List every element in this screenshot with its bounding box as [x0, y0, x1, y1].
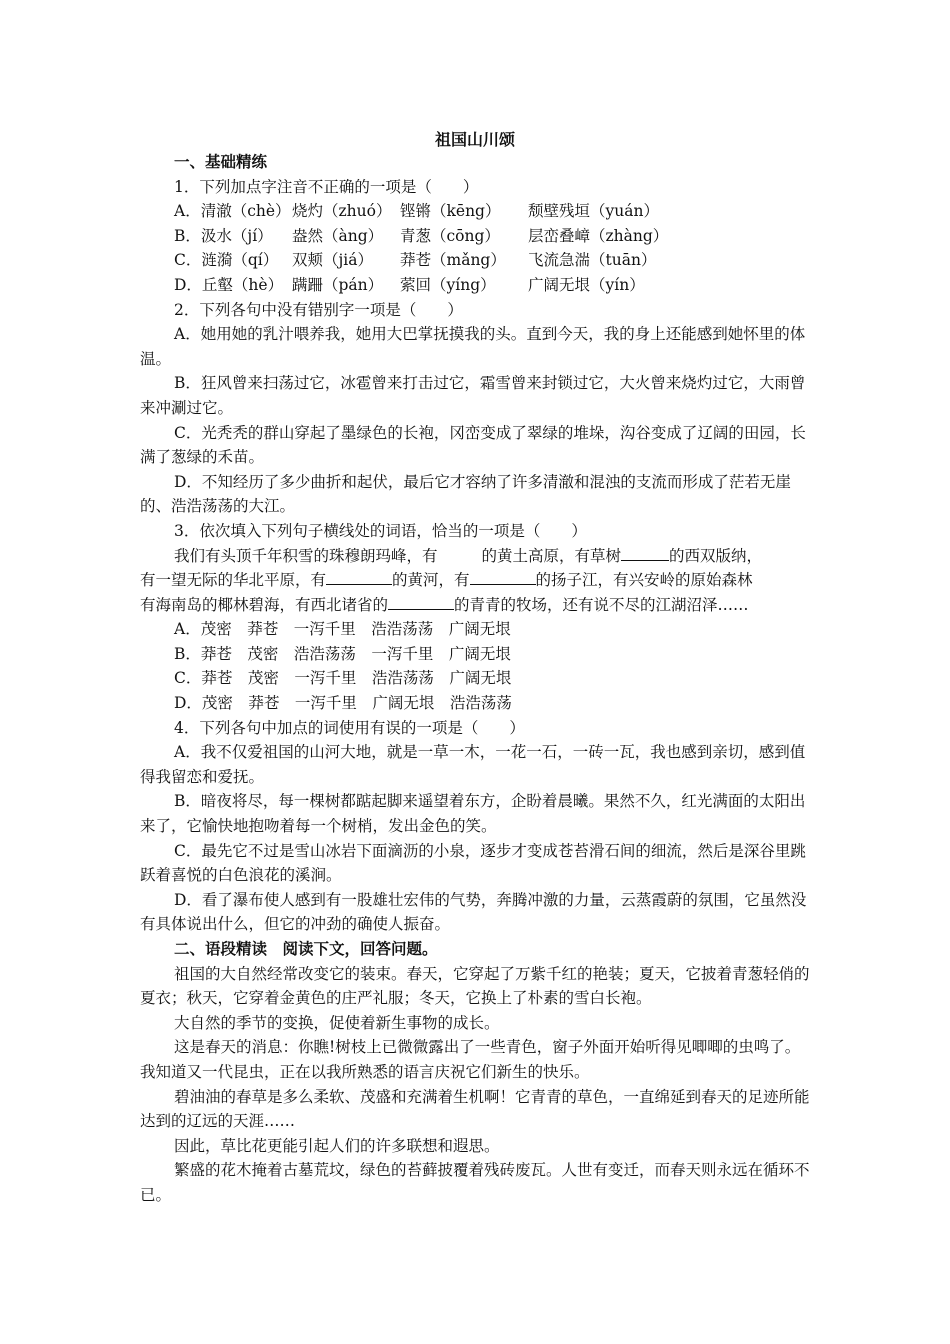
- question-2-stem: 2．下列各句中没有错别字一项是（ ）: [174, 300, 463, 319]
- question-1-option-a: [140, 199, 812, 224]
- question-2-option-a: A．她用她的乳汁喂养我，她用大巴掌抚摸我的头。直到今天，我的身上还能感到她怀里的体温。: [140, 325, 806, 368]
- fill-blank: [621, 544, 669, 561]
- option-item: 盎然（àng）: [292, 226, 384, 245]
- fill-blank: [470, 568, 536, 585]
- fill-blank: [438, 545, 482, 561]
- passage-paragraph: 碧油油的春草是多么柔软、茂盛和充满着生机啊！它青青的草色，一直绵延到春天的足迹所能达到的辽远的天涯……: [140, 1087, 810, 1131]
- option-item: 广阔无垠（yín）: [528, 275, 645, 294]
- option-item: 莽苍（mǎng）: [400, 251, 506, 270]
- question-3-passage: [140, 544, 812, 618]
- option-item: D．丘壑（hè）: [174, 275, 284, 294]
- question-3-option-d: D．茂密 莽苍 一泻千里 广阔无垠 浩浩荡荡: [174, 694, 512, 713]
- fill-blank: [388, 593, 454, 610]
- question-1-stem: 1．下列加点字注音不正确的一项是（ ）: [174, 177, 479, 196]
- question-3-stem: 3．依次填入下列句子横线处的词语，恰当的一项是（ ）: [174, 521, 587, 540]
- passage-paragraph: 大自然的季节的变换，促使着新生事物的成长。: [174, 1013, 500, 1032]
- question-3-option-c: C．莽苍 茂密 一泻千里 浩浩荡荡 广阔无垠: [174, 669, 512, 688]
- option-item: C．涟漪（qí）: [174, 251, 279, 270]
- section-heading-basic: 一、基础精练: [174, 153, 268, 171]
- option-item: 飞流急湍（tuān）: [528, 251, 657, 270]
- question-2-option-b: B．狂风曾来扫荡过它，冰雹曾来打击过它，霜雪曾来封锁过它，大火曾来烧灼过它，大雨曾来冲涮过它。: [140, 374, 806, 417]
- question-4-stem: 4．下列各句中加点的词使用有误的一项是（ ）: [174, 718, 525, 737]
- passage-text: 的西双版纳，: [669, 546, 763, 565]
- section-heading-reading: 二、语段精读 阅读下文，回答问题。: [174, 940, 438, 958]
- passage-paragraph: 因此，草比花更能引起人们的许多联想和遐思。: [174, 1136, 500, 1155]
- passage-paragraph: 这是春天的消息：你瞧!树枝上已微微露出了一些青色，窗子外面开始听得见唧唧的虫鸣了。我知道又一代昆虫，正在以我所熟悉的语言庆祝它们新生的快乐。: [140, 1038, 801, 1081]
- question-4-option-d: D．看了瀑布使人感到有一股雄壮宏伟的气势，奔腾冲激的力量，云蒸霞蔚的氛围，它虽然没有具体说出什么，但它的冲劲的确使人振奋。: [140, 890, 807, 934]
- passage-text: 的黄土高原，有草树: [481, 546, 622, 565]
- question-4-option-b: B．暗夜将尽，每一棵树都踮起脚来遥望着东方，企盼着晨曦。果然不久，红光满面的太阳出来了，它愉快地抱吻着每一个树梢，发出金色的笑。: [140, 792, 806, 836]
- fill-blank: [326, 568, 392, 585]
- page-title: 祖国山川颂: [434, 130, 515, 149]
- option-item: 颓壁残垣（yuán）: [528, 202, 659, 221]
- passage-text: 的青青的牧场，还有说不尽的江湖沼泽……: [454, 595, 749, 614]
- option-item: 层峦叠嶂（zhàng）: [528, 226, 669, 245]
- question-4-option-a: A．我不仅爱祖国的山河大地，就是一草一木，一花一石，一砖一瓦，我也感到亲切，感到值得我留恋和爱抚。: [140, 743, 806, 786]
- passage-paragraph: 祖国的大自然经常改变它的装束。春天，它穿起了万紫千红的艳装；夏天，它披着青葱轻俏的夏衣；秋天，它穿着金黄色的庄严礼服；冬天，它换上了朴素的雪白长袍。: [140, 964, 810, 1008]
- passage-text: 有海南岛的椰林碧海，有西北诸省的: [140, 595, 389, 614]
- question-1-option-b: [140, 224, 812, 249]
- option-item: 双颊（jiá）: [292, 251, 374, 270]
- passage-text: 的黄河，有: [392, 571, 470, 590]
- option-item: B．汲水（jí）: [174, 226, 273, 245]
- question-2-option-d: D．不知经历了多少曲折和起伏，最后它才容纳了许多清澈和混浊的支流而形成了茫若无崖的、浩浩荡荡的大江。: [140, 472, 791, 516]
- option-item: 萦回（yíng）: [400, 275, 496, 294]
- option-item: 铿锵（kēng）: [400, 202, 501, 221]
- option-item: 烧灼（zhuó）: [292, 202, 392, 221]
- option-item: 蹒跚（pán）: [292, 275, 384, 294]
- question-3-option-b: B．莽苍 茂密 浩浩荡荡 一泻千里 广阔无垠: [174, 644, 511, 663]
- option-item: 青葱（cōng）: [400, 226, 500, 245]
- question-2-option-c: C．光秃秃的群山穿起了墨绿色的长袍，冈峦变成了翠绿的堆垛，沟谷变成了辽阔的田园，长满了葱绿的禾苗。: [140, 423, 806, 467]
- document-body: [140, 150, 812, 1208]
- option-item: A．清澈（chè）: [174, 202, 291, 221]
- question-1-option-d: [140, 273, 812, 298]
- passage-text: 我们有头顶千年积雪的珠穆朗玛峰，有: [174, 546, 438, 565]
- question-4-option-c: C．最先它不过是雪山冰岩下面滴沥的小泉，逐步才变成苍苔滑石间的细流，然后是深谷里跳跃着喜悦的白色浪花的溪涧。: [140, 841, 806, 885]
- passage-text: 有一望无际的华北平原，有: [140, 571, 327, 590]
- passage-text: 的扬子江，有兴安岭的原始森林: [535, 571, 753, 590]
- question-3-option-a: A．茂密 莽苍 一泻千里 浩浩荡荡 广阔无垠: [174, 620, 511, 639]
- passage-paragraph: 繁盛的花木掩着古墓荒坟，绿色的苔藓披覆着残砖废瓦。人世有变迁，而春天则永远在循环不已。: [140, 1161, 810, 1204]
- question-1-option-c: [140, 248, 812, 273]
